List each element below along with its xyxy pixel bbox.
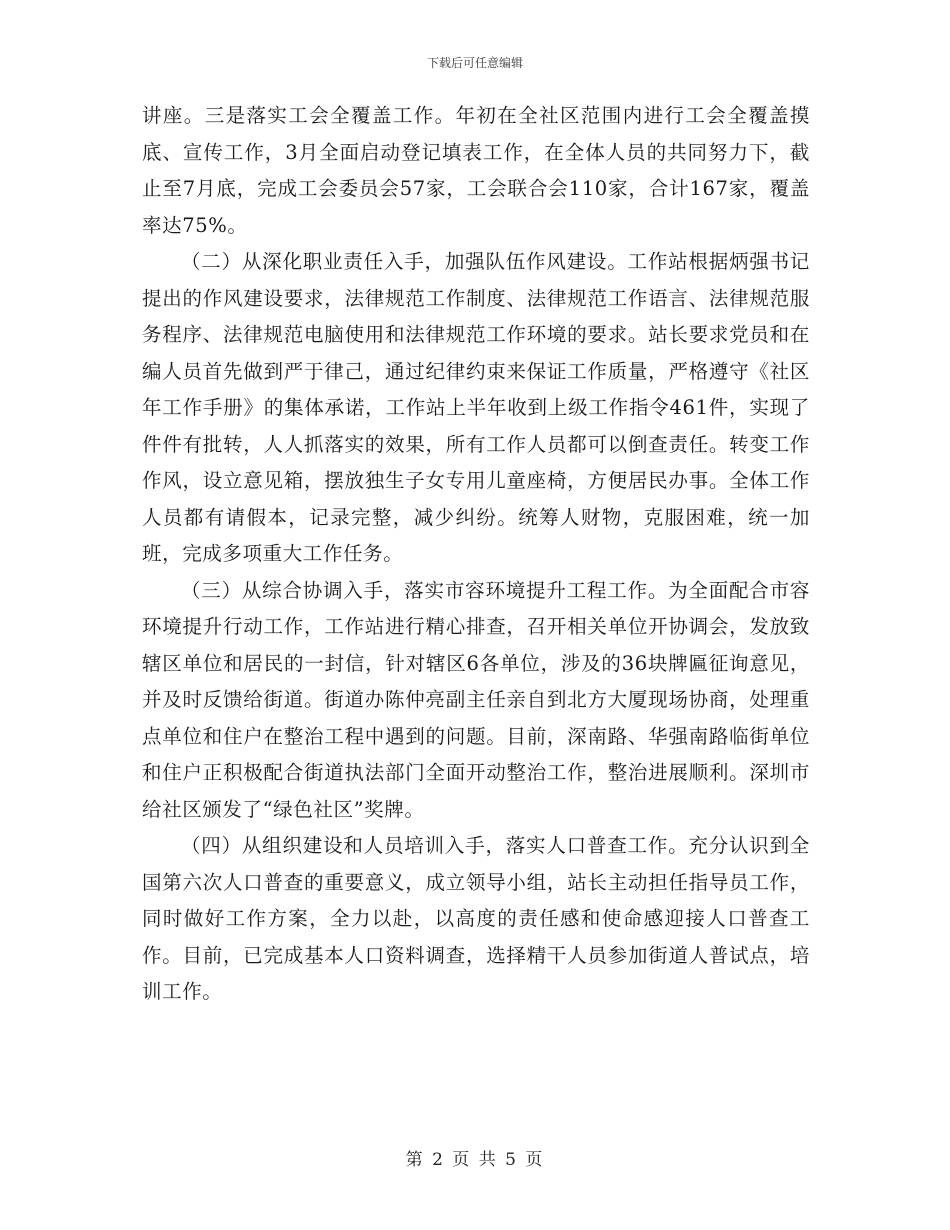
page-header: 下载后可任意编辑: [426, 56, 523, 70]
paragraph-section-4: （四）从组织建设和人员培训入手，落实人口普查工作。充分认识到全国第六次人口普查的重要意义，成立领导小组，站长主动担任指导员工作，同时做好工作方案，全力以赴，以高度的责任感和使命感迎接人口普查工作。目前，已完成基本人口资料调查，选择精干人员参加街道人普试点，培训工作。: [142, 834, 810, 1003]
paragraph-continuation: 讲座。三是落实工会全覆盖工作。年初在全社区范围内进行工会全覆盖摸底、宣传工作，3月全面启动登记填表工作，在全体人员的共同努力下，截止至7月底，完成工会委员会57家，工会联合会110家，合计167家，覆盖率达75%。: [142, 104, 810, 237]
paragraph-section-3: （三）从综合协调入手，落实市容环境提升工程工作。为全面配合市容环境提升行动工作，工作站进行精心排查，召开相关单位开协调会，发放致辖区单位和居民的一封信，针对辖区6各单位，涉及的36块牌匾征询意见，并及时反馈给街道。街道办陈仲亮副主任亲自到北方大厦现场协商，处理重点单位和住户在整治工程中遇到的问题。目前，深南路、华强南路临街单位和住户正积极配合街道执法部门全面开动整治工作，整治进展顺利。深圳市给社区颁发了“绿色社区”奖牌。: [142, 578, 810, 821]
page-number-footer: 第 2 页 共 5 页: [405, 1150, 545, 1170]
paragraph-section-2: （二）从深化职业责任入手，加强队伍作风建设。工作站根据炳强书记提出的作风建设要求，法律规范工作制度、法律规范工作语言、法律规范服务程序、法律规范电脑使用和法律规范工作环境的要求。站长要求党员和在编人员首先做到严于律己，通过纪律约束来保证工作质量，严格遵守《社区年工作手册》的集体承诺，工作站上半年收到上级工作指令461件，实现了件件有批转，人人抓落实的效果，所有工作人员都可以倒查责任。转变工作作风，设立意见箱，摆放独生子女专用儿童座椅，方便居民办事。全体工作人员都有请假本，记录完整，减少纠纷。统筹人财物，克服困难，统一加班，完成多项重大工作任务。: [142, 250, 810, 565]
document-body: [142, 98, 810, 1011]
